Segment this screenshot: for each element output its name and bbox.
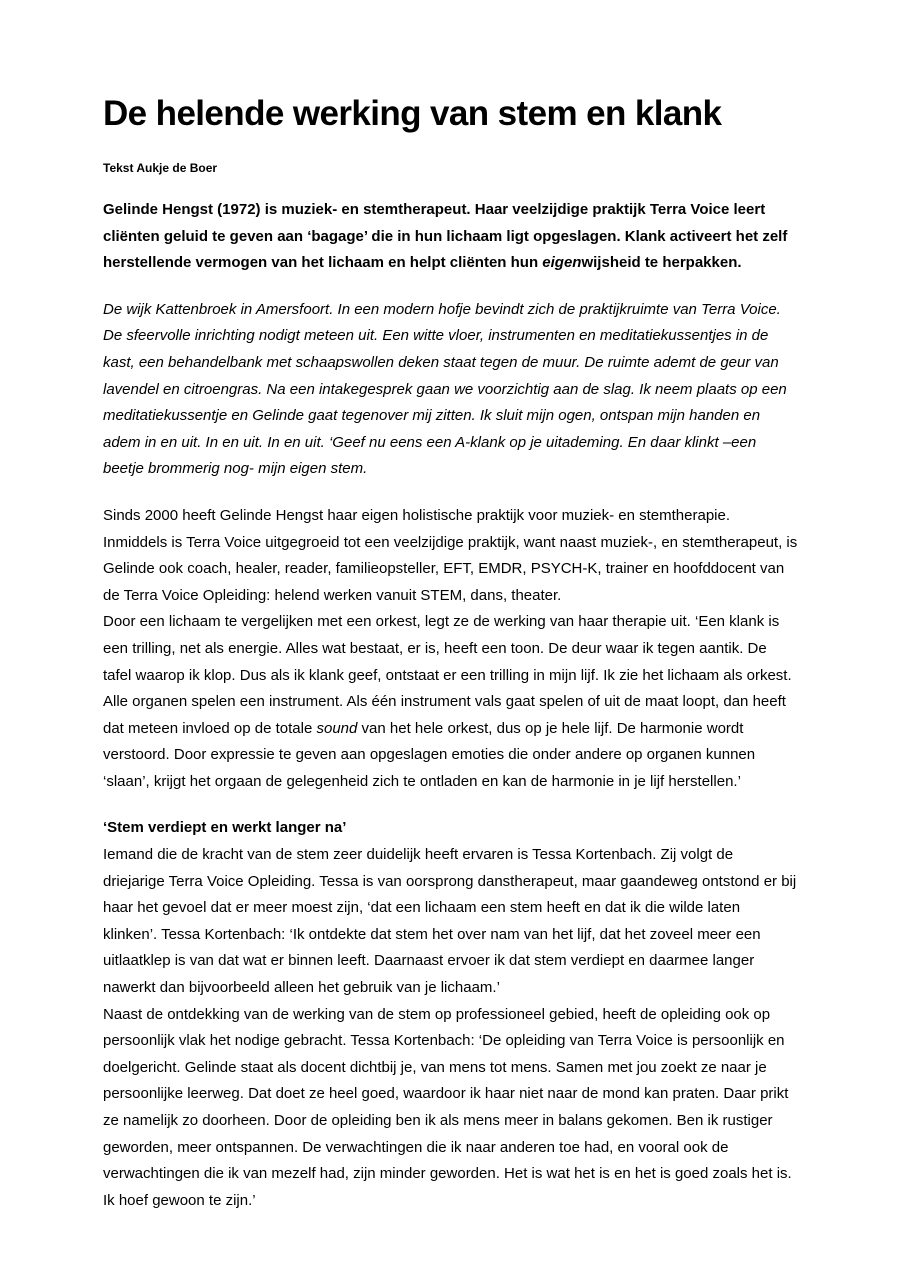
section-heading: ‘Stem verdiept en werkt langer na’: [103, 819, 347, 837]
intro-text-before: Gelinde Hengst (1972) is muziek- en stemtherapeut. Haar veelzijdige praktijk Terra Voice leert cliënten geluid te geven aan ‘bagage’ die in hun lichaam ligt opgeslagen. Klank activeert het zelf herstellende vermogen van het lichaam en helpt cliënten hun: [103, 201, 788, 272]
section-paragraph-1: Iemand die de kracht van de stem zeer duidelijk heeft ervaren is Tessa Kortenbach. Zij volgt de driejarige Terra Voice Opleiding. Tessa is van oorsprong danstherapeut, maar gaandeweg ontstond er bij haar het gevoel dat er meer moest zijn, ‘dat een lichaam een stem heeft en dat ik die wilde laten klinken’. Tessa Kortenbach: ‘Ik ontdekte dat stem het over nam van het lijf, dat het zoveel meer een uitlaatklep is van dat wat er binnen leeft. Daarnaast ervoer ik dat stem verdiept en daarmee langer nawerkt dan bijvoorbeeld alleen het gebruik van je lichaam.’: [103, 846, 797, 997]
byline: Tekst Aukje de Boer: [103, 161, 218, 175]
body2-text-after: van het hele orkest, dus op je hele lijf. De harmonie wordt verstoord. Door expressie te geven aan opgeslagen emoties die onder andere op organen kunnen ‘slaan’, krijgt het orgaan de gelegenheid zich te ontladen en kan de harmonie in je lijf herstellen.’: [103, 719, 756, 790]
intro-text-after: wijsheid te herpakken.: [581, 254, 742, 272]
body2-text-before: Door een lichaam te vergelijken met een orkest, legt ze de werking van haar therapie uit. ‘Een klank is een trilling, net als energie. Alles wat bestaat, er is, heeft een toon. De deur waar ik tegen aantik. De tafel waarop ik klop. Dus als ik klank geef, ontstaat er een trilling in mijn lijf. Ik zie het lichaam als orkest. Alle organen spelen een instrument. Als één instrument vals gaat spelen of uit de maat loopt, dan heeft dat meteen invloed op de totale: [103, 613, 792, 737]
section-paragraph-2: Naast de ontdekking van de werking van de stem op professioneel gebied, heeft de opleiding ook op persoonlijk vlak het nodige gebracht. Tessa Kortenbach: ‘De opleiding van Terra Voice is persoonlijk en doelgericht. Gelinde staat als docent dichtbij je, van mens tot mens. Samen met jou zoekt ze naar je persoonlijke leerweg. Dat doet ze heel goed, waardoor ik haar niet naar de mond kan praten. Daar prikt ze namelijk zo doorheen. Door de opleiding ben ik als mens meer in balans gekomen. Ben ik rustiger geworden, meer ontspannen. De verwachtingen die ik naar anderen toe had, en vooral ook de verwachtingen die ik van mezelf had, zijn minder geworden. Het is wat het is en het is goed zoals het is. Ik hoef gewoon te zijn.’: [103, 1005, 792, 1209]
body-paragraph-1: Sinds 2000 heeft Gelinde Hengst haar eigen holistische praktijk voor muziek- en stemtherapie. Inmiddels is Terra Voice uitgegroeid tot een veelzijdige praktijk, want naast muziek-, en stemtherapeut, is Gelinde ook coach, healer, reader, familieopsteller, EFT, EMDR, PSYCH-K, trainer en hoofddocent van de Terra Voice Opleiding: helend werken vanuit STEM, dans, theater.: [103, 506, 798, 604]
intro-paragraph: [103, 197, 798, 277]
intro-emphasis-eigen: eigen: [542, 254, 582, 272]
article-title: De helende werking van stem en klank: [103, 94, 722, 133]
body2-emphasis-sound: sound: [316, 719, 358, 737]
lead-paragraph: De wijk Kattenbroek in Amersfoort. In een modern hofje bevindt zich de praktijkruimte van Terra Voice. De sfeervolle inrichting nodigt meteen uit. Een witte vloer, instrumenten en meditatiekussentjes in de kast, een behandelbank met schaapswollen deken staat tegen de muur. De ruimte ademt de geur van lavendel en citroengras. Na een intakegesprek gaan we voorzichtig aan de slag. Ik neem plaats op een meditatiekussentje en Gelinde gaat tegenover mij zitten. Ik sluit mijn ogen, ontspan mijn handen en adem in en uit. In en uit. In en uit. ‘Geef nu eens een A-klank op je uitademing. En daar klinkt –een beetje brommerig nog- mijn eigen stem.: [103, 300, 787, 478]
body-paragraph-2: [103, 609, 798, 795]
